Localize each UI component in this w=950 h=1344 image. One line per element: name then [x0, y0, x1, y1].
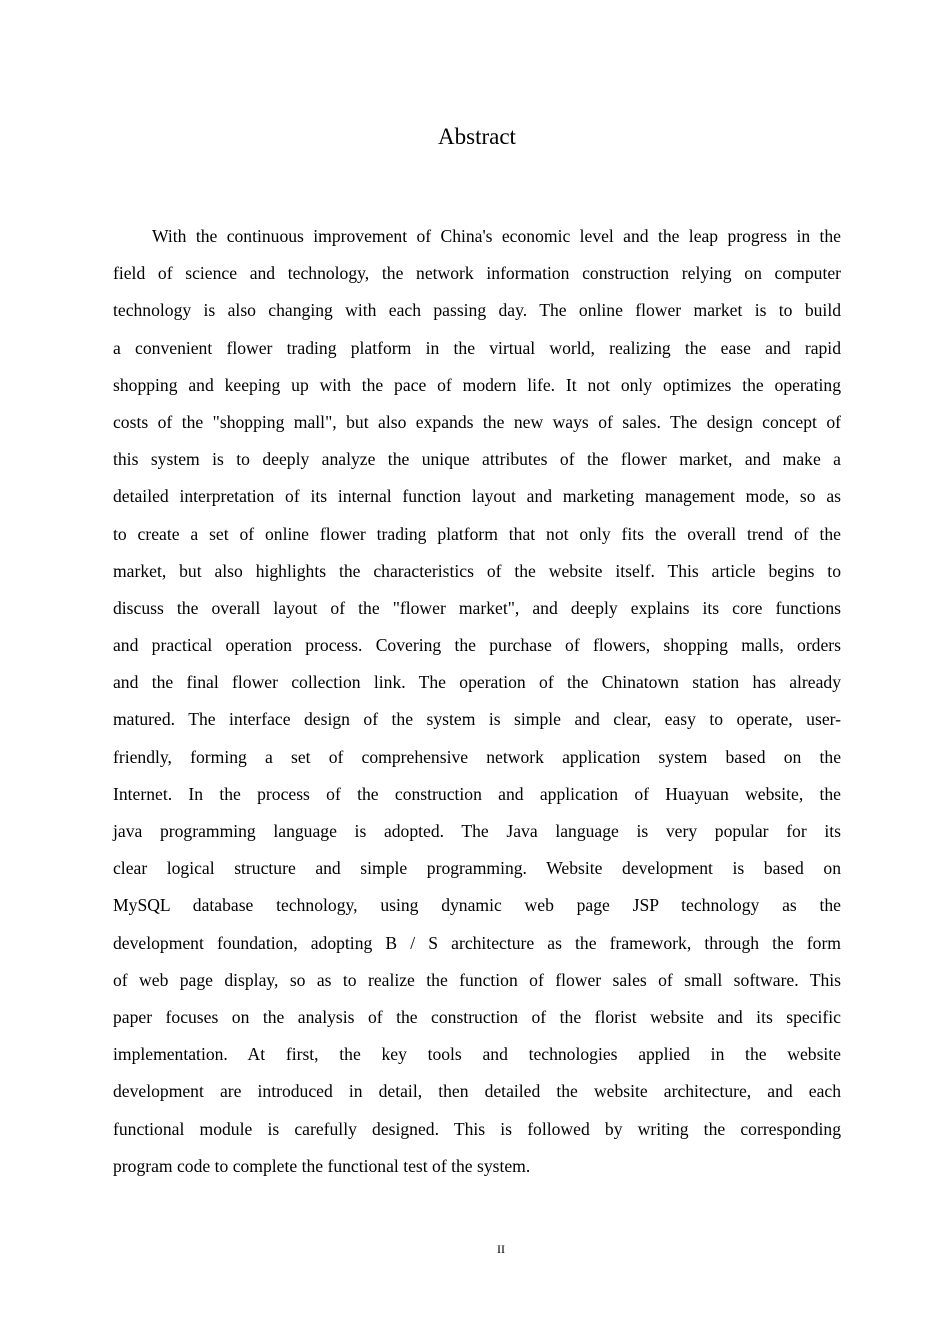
paragraph-line: shopping and keeping up with the pace of modern life. It not only optimizes the operating [113, 374, 841, 395]
paragraph-line: paper focuses on the analysis of the construction of the florist website and its specific [113, 1006, 841, 1027]
paragraph-line: and practical operation process. Covering the purchase of flowers, shopping malls, orders [113, 635, 841, 656]
page-number: II [497, 1242, 505, 1256]
paragraph-line: development are introduced in detail, then detailed the website architecture, and each [113, 1081, 841, 1102]
paragraph-line: friendly, forming a set of comprehensive network application system based on the [113, 746, 841, 767]
paragraph-line: technology is also changing with each passing day. The online flower market is to build [113, 300, 841, 321]
paragraph-line: to create a set of online flower trading platform that not only fits the overall trend of the [113, 523, 841, 544]
paragraph-line: clear logical structure and simple programming. Website development is based on [113, 858, 841, 879]
paragraph-line: MySQL database technology, using dynamic web page JSP technology as the [113, 895, 841, 916]
paragraph-line: development foundation, adopting B / S architecture as the framework, through the form [113, 932, 841, 953]
paragraph-line: field of science and technology, the network information construction relying on computer [113, 263, 841, 284]
abstract-body [113, 222, 841, 1189]
paragraph-line: costs of the "shopping mall", but also expands the new ways of sales. The design concept of [113, 411, 841, 432]
paragraph-line: program code to complete the functional test of the system. [113, 1155, 531, 1176]
paragraph-line: java programming language is adopted. The Java language is very popular for its [113, 821, 841, 841]
page-title: Abstract [438, 124, 516, 149]
paragraph-line: of web page display, so as to realize the function of flower sales of small software. This [113, 969, 841, 990]
paragraph-line: a convenient flower trading platform in the virtual world, realizing the ease and rapid [113, 337, 841, 358]
paragraph-line: market, but also highlights the characteristics of the website itself. This article begins to [113, 560, 841, 581]
paragraph-line: detailed interpretation of its internal function layout and marketing management mode, so as [113, 486, 841, 507]
paragraph-line: and the final flower collection link. The operation of the Chinatown station has already [113, 672, 841, 693]
paragraph-line: functional module is carefully designed. This is followed by writing the corresponding [113, 1118, 841, 1139]
paragraph-line: implementation. At first, the key tools and technologies applied in the website [113, 1044, 841, 1065]
paragraph-line: With the continuous improvement of China's economic level and the leap progress in the [152, 226, 841, 246]
paragraph-line: this system is to deeply analyze the unique attributes of the flower market, and make a [113, 449, 841, 470]
paragraph-line: matured. The interface design of the system is simple and clear, easy to operate, user- [113, 709, 841, 730]
paragraph-line: Internet. In the process of the construction and application of Huayuan website, the [113, 783, 841, 804]
paragraph-line: discuss the overall layout of the "flower market", and deeply explains its core functions [113, 597, 841, 618]
